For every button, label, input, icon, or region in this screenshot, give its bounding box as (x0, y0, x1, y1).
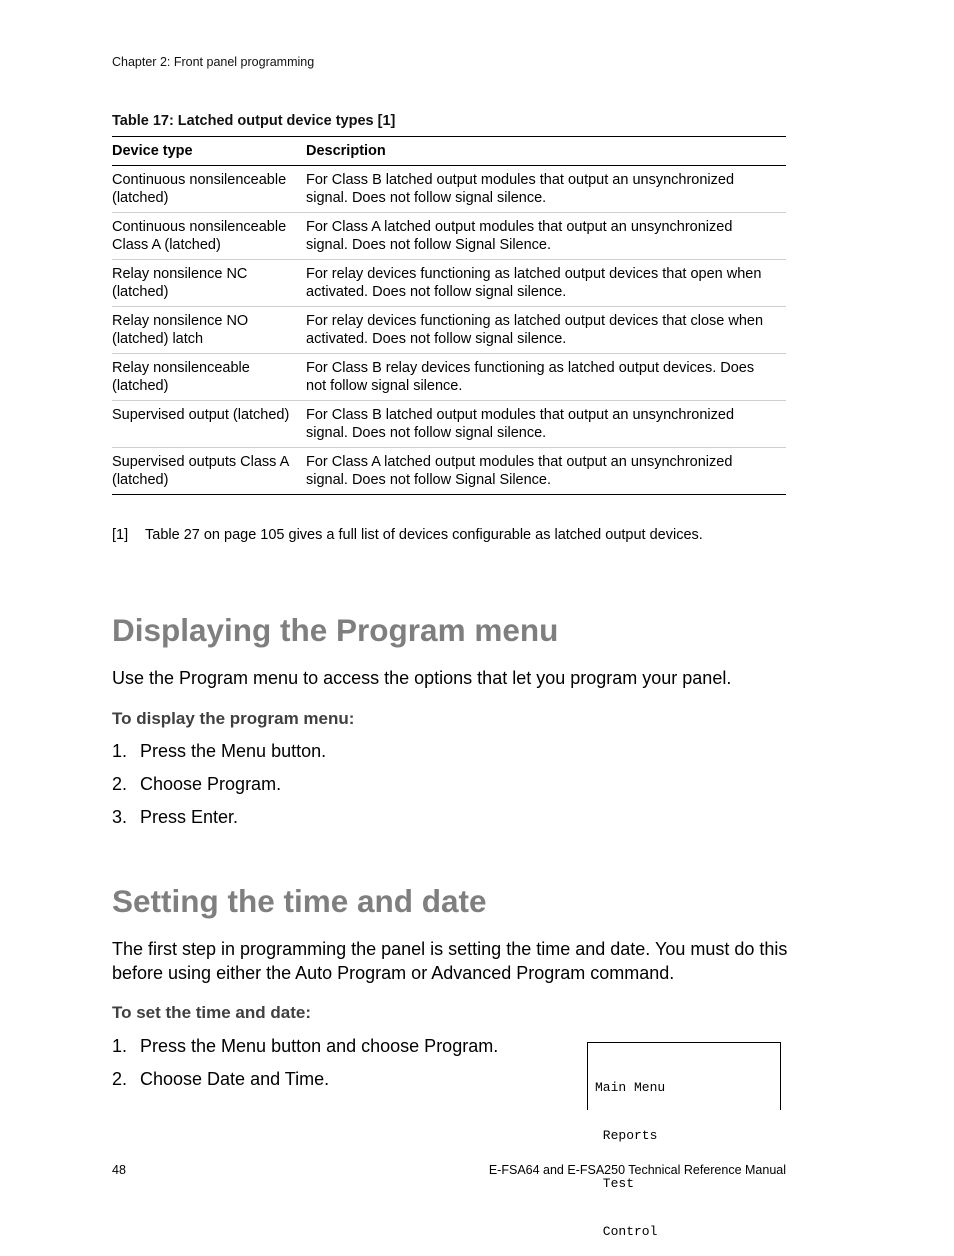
footnote-mark: [1] (112, 527, 129, 543)
running-header: Chapter 2: Front panel programming (112, 55, 315, 69)
table-row (112, 259, 786, 306)
description-cell: For Class B relay devices functioning as latched output devices. Does not follow signal silence. (306, 353, 786, 400)
table-row (112, 353, 786, 400)
device-type-cell: Supervised output (latched) (112, 400, 306, 447)
table-row (112, 400, 786, 447)
device-type-cell: Continuous nonsilenceable Class A (latched) (112, 212, 306, 259)
footnote-text: Table 27 on page 105 gives a full list of devices configurable as latched output devices. (145, 527, 703, 543)
description-cell: For relay devices functioning as latched output devices that close when activated. Does not follow signal silence. (306, 306, 786, 353)
procedure-heading-time-date: To set the time and date: (112, 1003, 311, 1022)
list-item (112, 739, 326, 763)
steps-program-menu (112, 739, 326, 838)
step-number: 1. (112, 741, 128, 761)
step-text: Choose Program. (140, 774, 282, 794)
page-number: 48 (112, 1163, 126, 1177)
description-cell: For relay devices functioning as latched output devices that open when activated. Does not follow signal silence. (306, 259, 786, 306)
table-caption: Table 17: Latched output device types [1] (112, 113, 396, 129)
step-number: 2. (112, 1069, 128, 1089)
list-item (112, 1034, 498, 1058)
step-text: Press the Menu button and choose Program. (140, 1036, 499, 1056)
step-text: Press Enter. (140, 807, 239, 827)
list-item (112, 1067, 498, 1091)
section-heading-time-date: Setting the time and date (112, 883, 487, 919)
description-cell: For Class A latched output modules that output an unsynchronized signal. Does not follow Signal Silence. (306, 447, 786, 494)
device-type-cell: Relay nonsilence NC (latched) (112, 259, 306, 306)
description-cell: For Class B latched output modules that output an unsynchronized signal. Does not follow signal silence. (306, 400, 786, 447)
device-types-table (112, 136, 786, 495)
table-row (112, 447, 786, 494)
section-intro-time-date: The first step in programming the panel is setting the time and date. You must do this before using either the Auto Program or Advanced Program command. (112, 939, 788, 983)
device-type-cell: Supervised outputs Class A (latched) (112, 447, 306, 494)
device-type-cell: Continuous nonsilenceable (latched) (112, 165, 306, 212)
step-number: 1. (112, 1036, 128, 1056)
lcd-line: Reports (595, 1128, 658, 1143)
column-header-description: Description (306, 137, 786, 166)
list-item (112, 805, 326, 829)
section-intro-program-menu: Use the Program menu to access the options that let you program your panel. (112, 668, 732, 688)
list-item (112, 772, 326, 796)
column-header-device-type: Device type (112, 137, 306, 166)
step-number: 3. (112, 807, 128, 827)
description-cell: For Class B latched output modules that output an unsynchronized signal. Does not follow signal silence. (306, 165, 786, 212)
description-cell: For Class A latched output modules that output an unsynchronized signal. Does not follow Signal Silence. (306, 212, 786, 259)
table-footnote (112, 527, 703, 543)
step-text: Choose Date and Time. (140, 1069, 330, 1089)
table-row (112, 212, 786, 259)
device-type-cell: Relay nonsilence NO (latched) latch (112, 306, 306, 353)
steps-time-date (112, 1034, 498, 1100)
manual-title: E-FSA64 and E-FSA250 Technical Reference Manual (488, 1163, 786, 1177)
lcd-line: Test (595, 1176, 635, 1191)
table-header-row (112, 137, 786, 166)
lcd-line: Main Menu (595, 1080, 666, 1095)
section-heading-program-menu: Displaying the Program menu (112, 612, 559, 648)
table-row (112, 165, 786, 212)
lcd-line: Control (595, 1224, 658, 1239)
procedure-heading-program-menu: To display the program menu: (112, 709, 355, 728)
device-type-cell: Relay nonsilenceable (latched) (112, 353, 306, 400)
table-row (112, 306, 786, 353)
step-number: 2. (112, 774, 128, 794)
step-text: Press the Menu button. (140, 741, 327, 761)
